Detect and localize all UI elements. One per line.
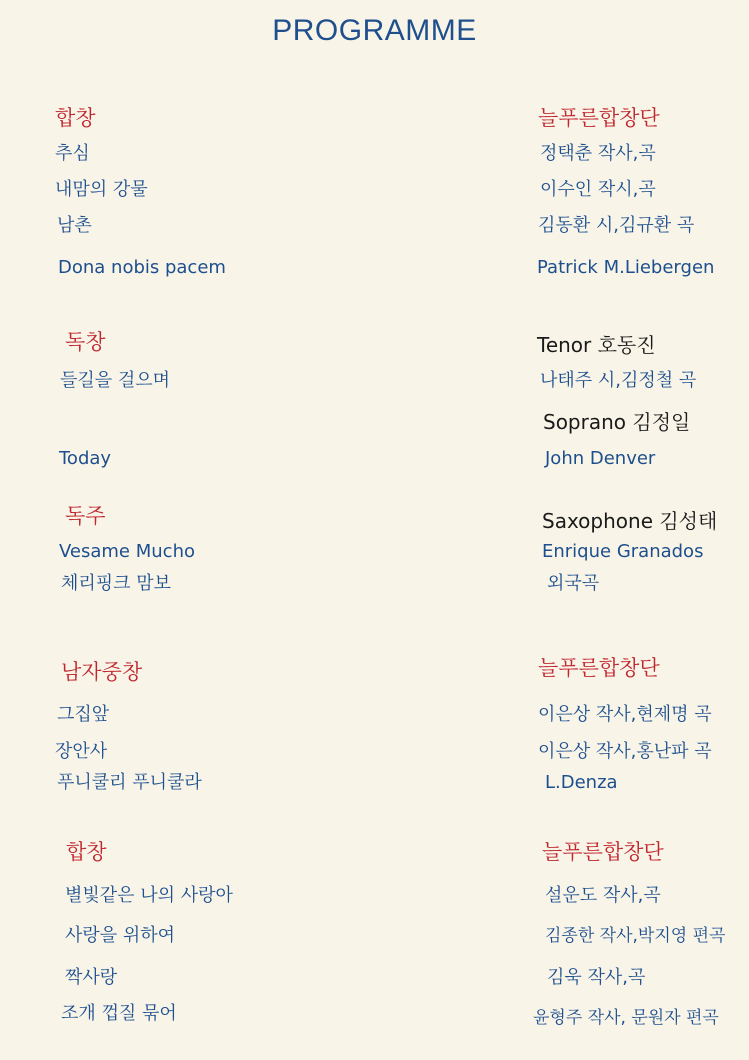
- section-1-piece-3: 남촌: [57, 215, 92, 236]
- section-1-category: 합창: [55, 106, 96, 130]
- section-4-piece-1: 그집앞: [57, 704, 110, 725]
- section-2-category: 독창: [65, 330, 106, 354]
- section-1-credit-2: 이수인 작시,곡: [540, 179, 656, 200]
- section-5-piece-4: 조개 껍질 묶어: [61, 1003, 177, 1024]
- section-2-performer-1: Tenor 호동진: [537, 333, 656, 357]
- section-1-credit-1: 정택춘 작사,곡: [540, 143, 656, 164]
- section-4-piece-3: 푸니쿨리 푸니쿨라: [57, 772, 202, 793]
- section-5-credit-1: 설운도 작사,곡: [545, 885, 661, 906]
- section-1-credit-4: Patrick M.Liebergen: [537, 257, 715, 278]
- section-2-piece-1: 들길을 걸으며: [60, 370, 171, 391]
- section-3-piece-1: Vesame Mucho: [59, 541, 195, 562]
- section-1-piece-2: 내맘의 강물: [55, 179, 148, 200]
- section-1-performer: 늘푸른합창단: [538, 106, 660, 130]
- section-3-performer: Saxophone 김성태: [542, 509, 718, 533]
- section-4-credit-3: L.Denza: [545, 772, 618, 793]
- section-5-category: 합창: [66, 840, 107, 864]
- section-4-piece-2: 장안사: [55, 741, 108, 762]
- section-5-performer: 늘푸른합창단: [542, 840, 664, 864]
- section-2-credit-2: John Denver: [545, 448, 656, 469]
- section-1-piece-4: Dona nobis pacem: [58, 257, 226, 278]
- section-2-performer-2: Soprano 김정일: [543, 410, 691, 434]
- section-3-credit-1: Enrique Granados: [542, 541, 704, 562]
- section-4-category: 남자중창: [61, 660, 143, 684]
- section-5-piece-1: 별빛같은 나의 사랑아: [65, 885, 233, 906]
- section-3-credit-2: 외국곡: [547, 573, 600, 594]
- section-1-piece-1: 추심: [55, 143, 90, 164]
- section-2-credit-1: 나태주 시,김정철 곡: [540, 370, 697, 391]
- section-3-piece-2: 체리핑크 맘보: [61, 573, 172, 594]
- page-title: PROGRAMME: [272, 14, 477, 47]
- section-5-piece-3: 짝사랑: [65, 967, 118, 988]
- section-5-credit-4: 윤형주 작사, 문원자 편곡: [533, 1008, 719, 1028]
- section-4-credit-1: 이은상 작사,현제명 곡: [538, 704, 712, 725]
- section-5-credit-3: 김욱 작사,곡: [547, 967, 646, 988]
- section-3-category: 독주: [65, 504, 106, 528]
- section-4-credit-2: 이은상 작사,홍난파 곡: [538, 741, 712, 762]
- section-5-credit-2: 김종한 작사,박지영 편곡: [545, 926, 726, 946]
- section-5-piece-2: 사랑을 위하여: [65, 925, 176, 946]
- section-2-piece-2: Today: [59, 448, 112, 469]
- section-4-performer: 늘푸른합창단: [538, 656, 660, 680]
- section-1-credit-3: 김동환 시,김규환 곡: [538, 215, 695, 236]
